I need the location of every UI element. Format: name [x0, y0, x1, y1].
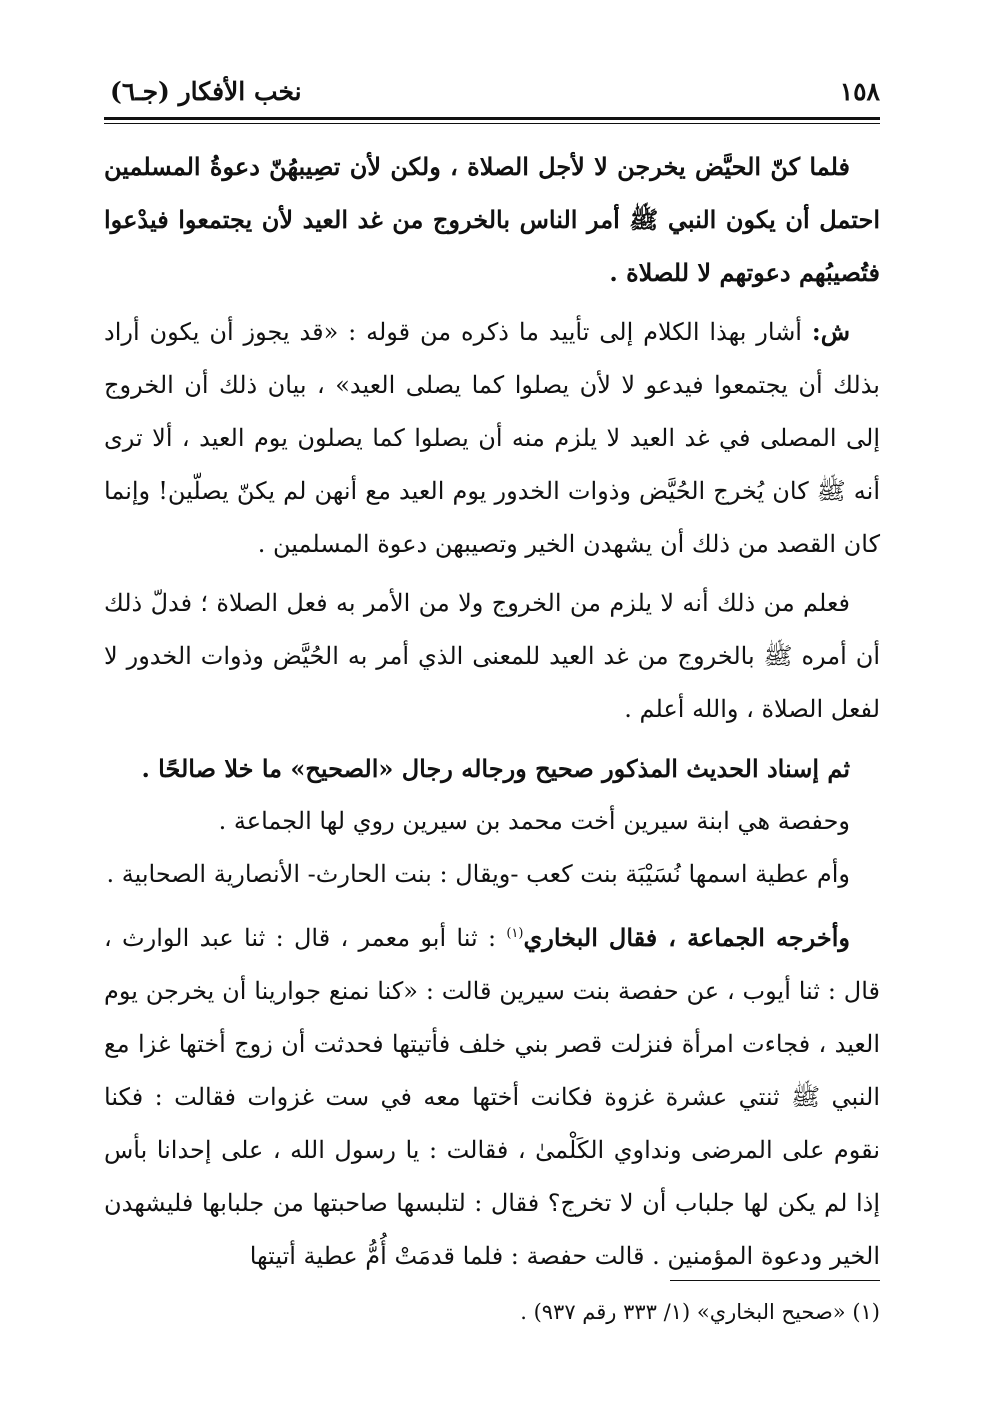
header-rule	[104, 117, 880, 120]
header-rule-thin	[104, 123, 880, 124]
paragraph-text: أشار بهذا الكلام إلى تأييد ما ذكره من قوله : «قد يجوز أن يكون أراد بذلك أن يجتمعوا فيدعو لا لأن يصلوا كما يصلى العيد» ، بيان ذلك أن الخروج إلى المصلى في غد العيد لا يلزم منه أن يصلوا كما يصلون يوم العيد ، ألا ترى أنه ﷺ كان يُخرج الحُيَّض وذوات الخدور يوم العيد مع أنهن لم يكنّ يصلّين! وإنما كان القصد من ذلك أن يشهدن الخير وتصيبهن دعوة المسلمين .	[104, 318, 880, 558]
paragraph-quoted-text	[104, 140, 880, 299]
paragraph-commentary	[104, 305, 880, 571]
footnote-divider	[670, 1280, 880, 1281]
paragraph-hafsa	[104, 795, 880, 848]
hadith-lead: وأخرجه الجماعة ، فقال البخاري	[523, 923, 850, 952]
running-title: نخب الأفكار (جـ٦)	[110, 77, 302, 106]
paragraph-conclusion	[104, 577, 880, 736]
paragraph-text: فلما كنّ الحيَّض يخرجن لا لأجل الصلاة ، ولكن لأن تصِيبهُنّ دعوةُ المسلمين احتمل أن يكون النبي ﷺ أمر الناس بالخروج من غد العيد لأن يجتمعوا فيدْعوا فتُصيبُهم دعوتهم لا للصلاة .	[104, 152, 880, 287]
footnote-ref[interactable]: (١)	[506, 926, 524, 941]
paragraph-hadith	[104, 907, 880, 1283]
page-header	[110, 72, 880, 112]
paragraph-text: وأم عطية اسمها نُسَيْبَة بنت كعب -ويقال : بنت الحارث- الأنصارية الصحابية .	[106, 860, 850, 888]
paragraph-isnad	[104, 742, 880, 795]
paragraph-text: فعلم من ذلك أنه لا يلزم من الخروج ولا من الأمر به فعل الصلاة ؛ فدلّ ذلك أن أمره ﷺ بالخروج من غد العيد للمعنى الذي أمر به الحُيَّض وذوات الخدور لا لفعل الصلاة ، والله أعلم .	[104, 589, 880, 723]
footnote: (١) «صحيح البخاري» (١/ ٣٣٣ رقم ٩٣٧) .	[520, 1300, 880, 1324]
paragraph-umm-atiyya	[104, 848, 880, 901]
paragraph-text: : ثنا أبو معمر ، قال : ثنا عبد الوارث ، قال : ثنا أيوب ، عن حفصة بنت سيرين قالت : «كنا نمنع جوارينا أن يخرجن يوم العيد ، فجاءت امرأة فنزلت قصر بني خلف فأتيتها فحدثت أن زوج أختها غزا مع النبي ﷺ ثنتي عشرة غزوة فكانت أختها معه في ست غزوات فقالت : فكنا نقوم على المرضى ونداوي الكَلْمىٰ ، فقالت : يا رسول الله ، على إحدانا بأس إذا لم يكن لها جلباب أن لا تخرج؟ فقال : لتلبسها صاحبتها من جلبابها فليشهدن الخير ودعوة المؤمنين . قالت حفصة : فلما قدمَتْ أُمُّ عطية أتيتها	[104, 924, 881, 1270]
paragraph-text: ثم إسناد الحديث المذكور صحيح ورجاله رجال «الصحيح» ما خلا صالحًا .	[141, 754, 850, 783]
commentary-marker: ش:	[811, 317, 850, 346]
paragraph-text: وحفصة هي ابنة سيرين أخت محمد بن سيرين روي لها الجماعة .	[218, 807, 850, 835]
main-text	[104, 140, 880, 1283]
page-number: ١٥٨	[839, 77, 880, 106]
